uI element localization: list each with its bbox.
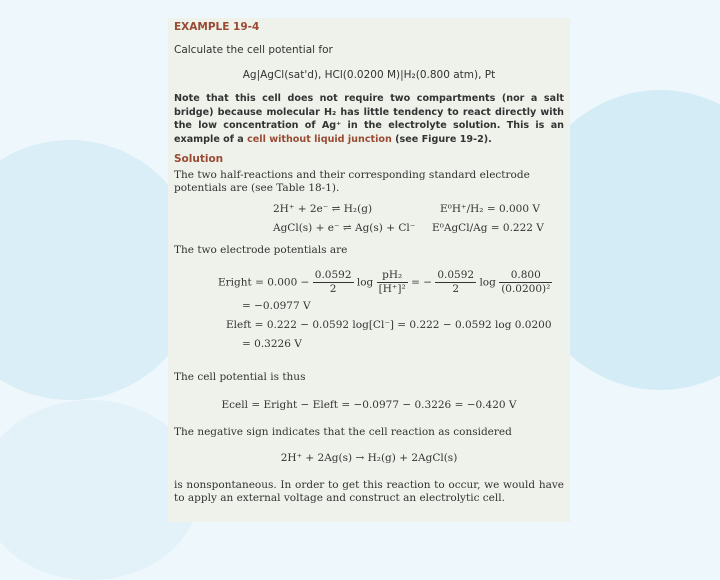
example-prompt: Calculate the cell potential for xyxy=(174,44,333,56)
fraction: $\frac{0.800}{\text{(0.0200)²}}$ xyxy=(501,269,551,295)
eleft-equation: Eleft = 0.222 − 0.0592 log[Cl⁻] = 0.222 − 0.0592 log 0.0200 xyxy=(226,319,552,331)
eright-lhs: Eright = 0.000 − xyxy=(218,276,310,289)
half-reaction-potential: E⁰AgCl/Ag = 0.222 V xyxy=(432,222,544,234)
conclusion-text: is nonspontaneous. In order to get this reaction to occur, we would have to apply an external voltage and construct an electrolytic cell. xyxy=(174,479,564,504)
example-note xyxy=(174,92,564,146)
log-label: log xyxy=(479,276,496,289)
ecell-equation: Ecell = Eright − Eleft = −0.0977 − 0.3226 = −0.420 V xyxy=(221,399,517,411)
half-reaction-equation: AgCl(s) + e⁻ ⇌ Ag(s) + Cl⁻ xyxy=(273,222,416,234)
negative-sign-text: The negative sign indicates that the cell reaction as considered xyxy=(174,426,512,438)
fraction: $\frac{0.0592}{2}$ xyxy=(314,269,352,295)
note-text-end: (see Figure 19-2). xyxy=(391,133,492,145)
note-highlight: cell without liquid junction xyxy=(247,133,392,145)
electrode-intro: The two electrode potentials are xyxy=(174,244,348,256)
example-title: EXAMPLE 19-4 xyxy=(174,21,260,33)
fraction: $\frac{0.0592}{2}$ xyxy=(437,269,475,295)
half-reaction-1 xyxy=(174,203,564,222)
eright-result: = −0.0977 V xyxy=(242,300,311,312)
solution-intro: The two half-reactions and their corresponding standard electrode potentials are (see Table 18-1). xyxy=(174,169,530,194)
solution-heading: Solution xyxy=(174,153,224,165)
textbook-page xyxy=(168,18,570,522)
equals-minus: = − xyxy=(411,276,432,289)
cell-potential-intro: The cell potential is thus xyxy=(174,371,306,383)
half-reaction-potential: E⁰H⁺/H₂ = 0.000 V xyxy=(440,203,540,215)
cell-notation: Ag|AgCl(sat'd), HCl(0.0200 M)|H₂(0.800 atm), Pt xyxy=(242,69,496,81)
note-text: Note that this cell does not require two compartments (nor a salt bridge) because molecular H₂ has little tendency to react directly with the low concentration of Ag⁺ in the electrolyte solution. This is an example of a xyxy=(174,93,564,145)
half-reaction-equation: 2H⁺ + 2e⁻ ⇌ H₂(g) xyxy=(273,203,373,215)
eright-equation xyxy=(218,269,564,296)
overall-reaction: 2H⁺ + 2Ag(s) → H₂(g) + 2AgCl(s) xyxy=(280,452,458,464)
log-label: log xyxy=(356,276,374,289)
half-reaction-2 xyxy=(174,222,564,241)
fraction: $\frac{\text{pH₂}}{\text{[H⁺]²}}$ xyxy=(378,269,406,295)
eleft-result: = 0.3226 V xyxy=(242,338,302,350)
